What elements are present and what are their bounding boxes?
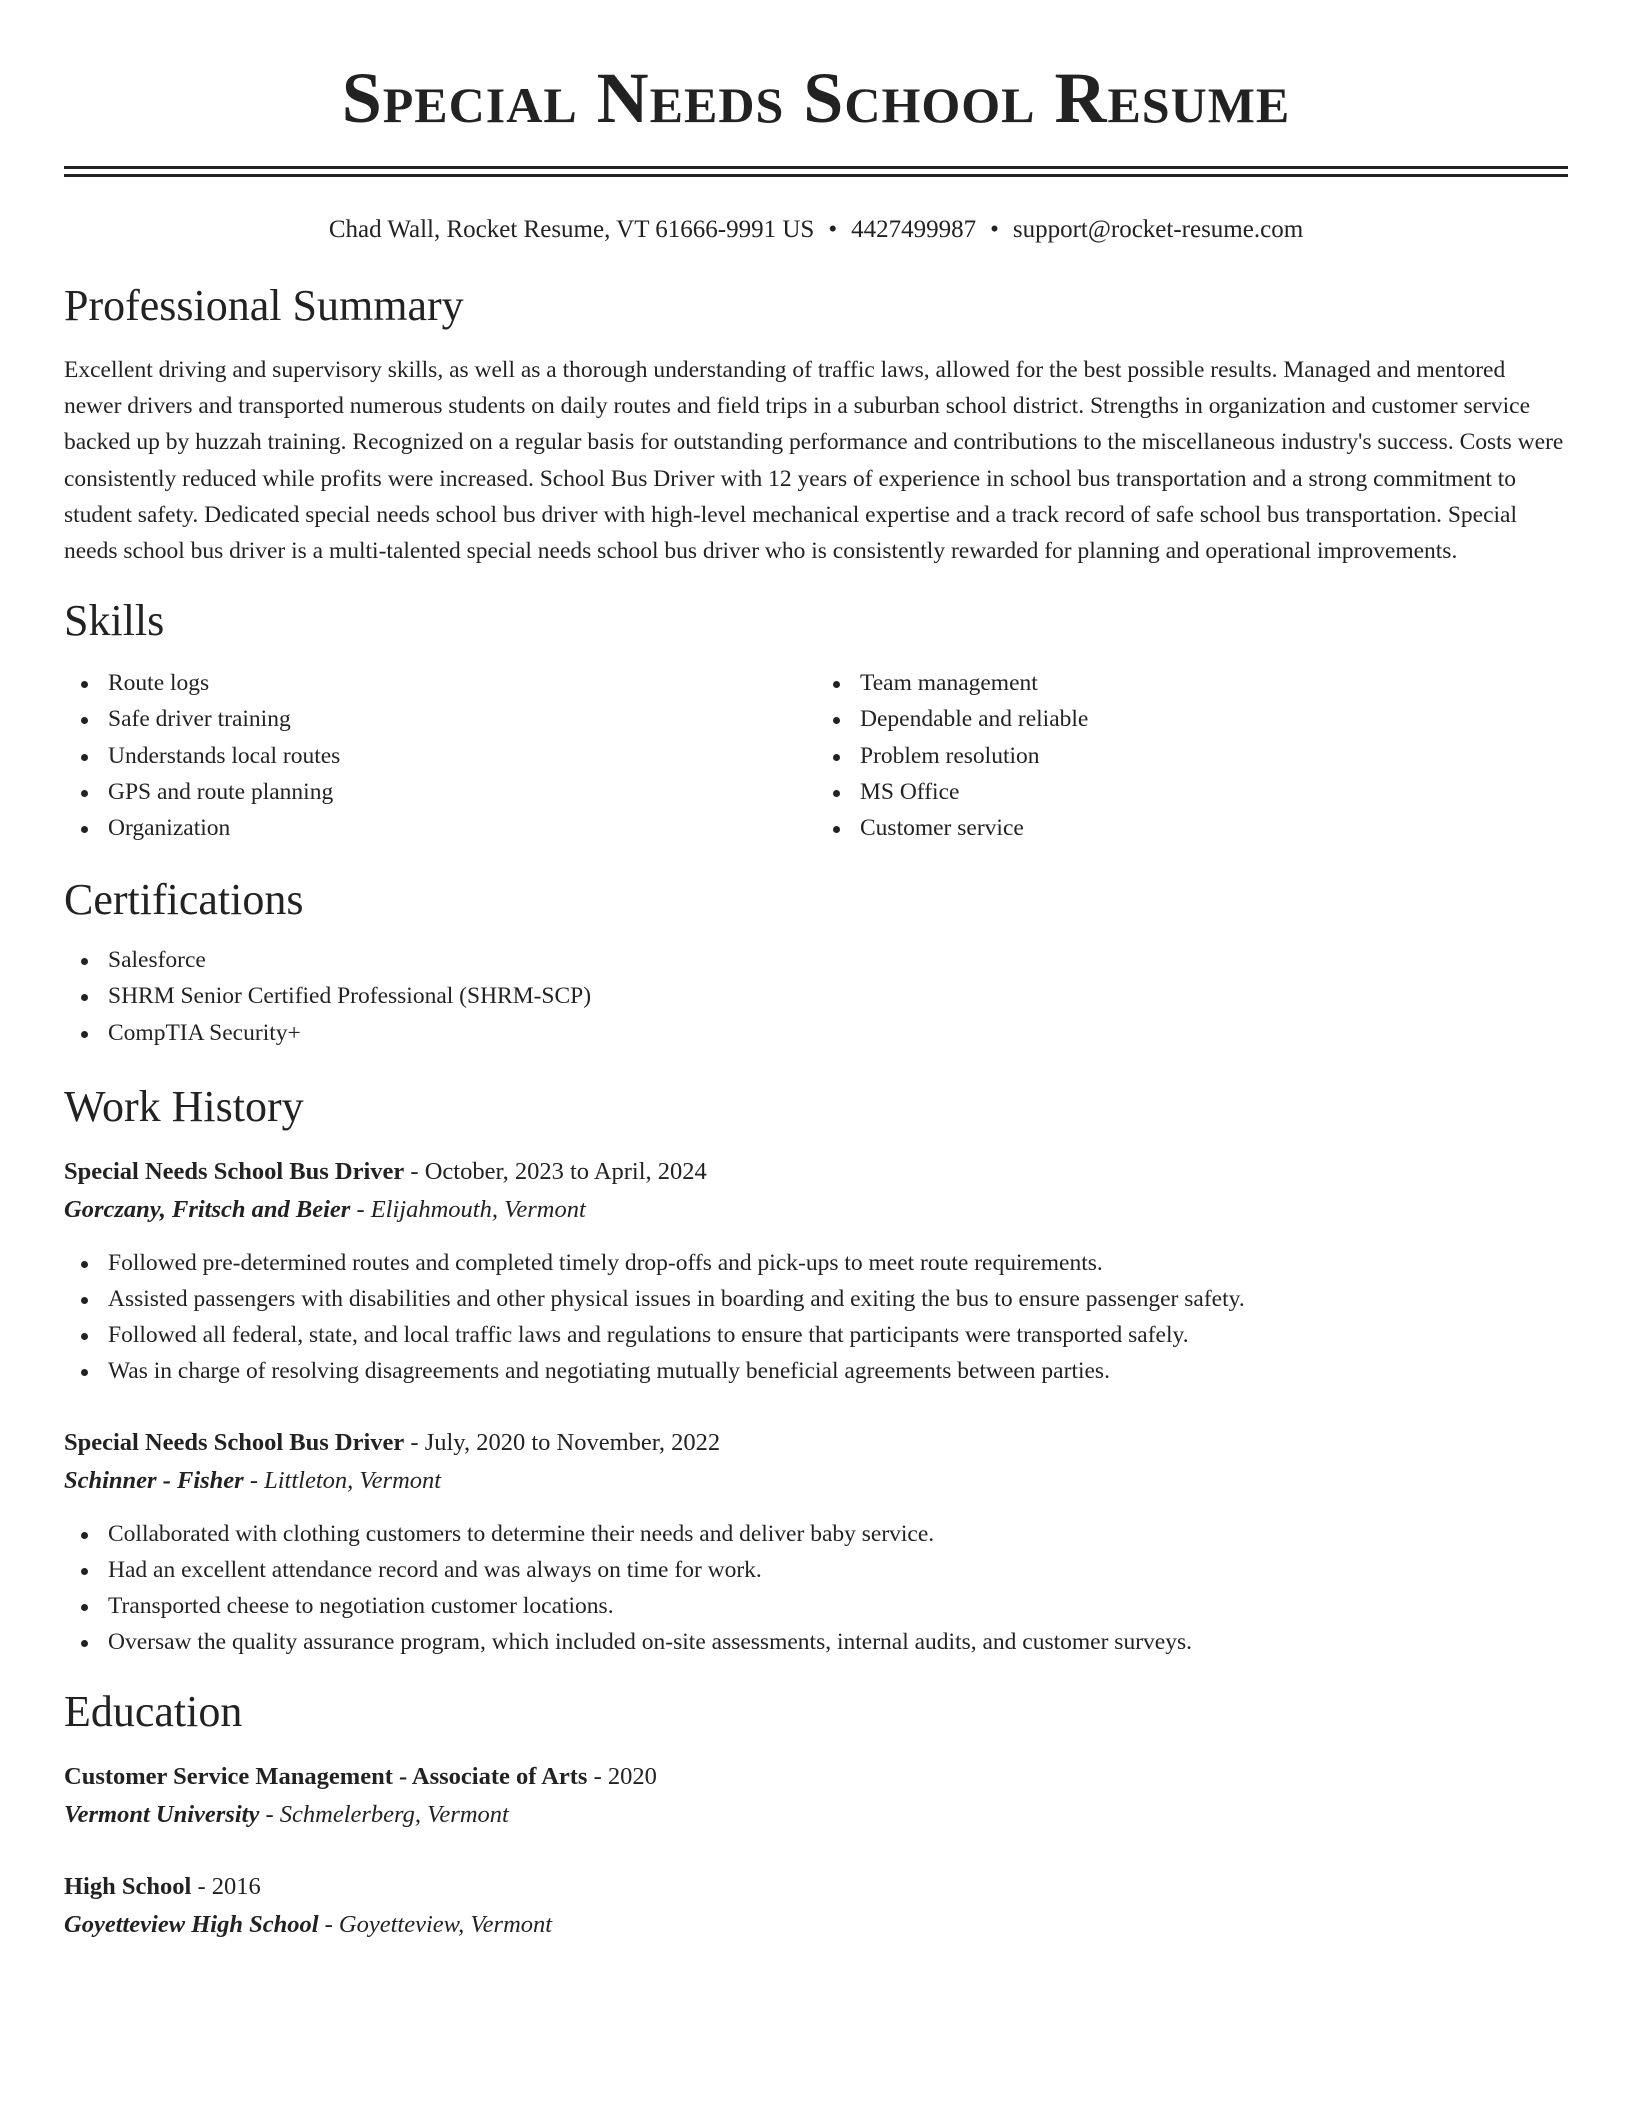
skill-item: Safe driver training xyxy=(64,701,816,737)
education-school: Goyetteview High School xyxy=(64,1911,319,1939)
skill-item: MS Office xyxy=(816,774,1568,810)
job-duties xyxy=(64,1516,1568,1661)
skills-list-left xyxy=(64,665,816,846)
job-header xyxy=(64,1153,1568,1191)
duty-item: Assisted passengers with disabilities and other physical issues in boarding and exiting the bus to ensure passenger safety. xyxy=(64,1281,1568,1317)
job-dates: - July, 2020 to November, 2022 xyxy=(404,1428,721,1456)
education-location: - Schmelerberg, Vermont xyxy=(259,1801,509,1829)
certification-item: Salesforce xyxy=(64,942,1568,978)
skills-columns xyxy=(64,665,1568,846)
duty-item: Followed all federal, state, and local traffic laws and regulations to ensure that participants were transported safely. xyxy=(64,1317,1568,1353)
education-header xyxy=(64,1868,1568,1906)
certifications-list xyxy=(64,942,1568,1051)
skill-item: Organization xyxy=(64,810,816,846)
job-header xyxy=(64,1424,1568,1462)
duty-item: Had an excellent attendance record and was always on time for work. xyxy=(64,1552,1568,1588)
education-school-line xyxy=(64,1906,1568,1944)
work-history-heading: Work History xyxy=(64,1081,304,1131)
contact-phone: 4427499987 xyxy=(851,216,977,243)
job-company: Gorczany, Fritsch and Beier xyxy=(64,1195,351,1223)
education-heading: Education xyxy=(64,1687,243,1737)
job-dates: - October, 2023 to April, 2024 xyxy=(404,1157,707,1185)
duty-item: Followed pre-determined routes and completed timely drop-offs and pick-ups to meet route requirements. xyxy=(64,1245,1568,1281)
skill-item: Team management xyxy=(816,665,1568,701)
duty-item: Transported cheese to negotiation customer locations. xyxy=(64,1588,1568,1624)
skill-item: Problem resolution xyxy=(816,738,1568,774)
certification-item: CompTIA Security+ xyxy=(64,1015,1568,1051)
education-year: - 2020 xyxy=(587,1763,657,1791)
duty-item: Was in charge of resolving disagreements and negotiating mutually beneficial agreements between parties. xyxy=(64,1353,1568,1389)
duty-item: Oversaw the quality assurance program, which included on-site assessments, internal audits, and customer surveys. xyxy=(64,1624,1568,1660)
job-location: - Elijahmouth, Vermont xyxy=(350,1195,586,1223)
skills-heading: Skills xyxy=(64,596,165,646)
resume-title: Special Needs School Resume xyxy=(341,58,1291,138)
job-title: Special Needs School Bus Driver xyxy=(64,1428,405,1456)
certifications-heading: Certifications xyxy=(64,875,304,925)
skill-item: GPS and route planning xyxy=(64,774,816,810)
education-year: - 2016 xyxy=(191,1873,261,1901)
summary-heading: Professional Summary xyxy=(64,281,464,330)
contact-address: Chad Wall, Rocket Resume, VT 61666-9991 US xyxy=(328,216,815,243)
contact-separator: • xyxy=(990,216,999,243)
skill-item: Customer service xyxy=(816,810,1568,846)
duty-item: Collaborated with clothing customers to determine their needs and deliver baby service. xyxy=(64,1516,1568,1552)
skill-item: Dependable and reliable xyxy=(816,701,1568,737)
education-degree: High School xyxy=(64,1873,192,1901)
job-duties xyxy=(64,1245,1568,1390)
education-school-line xyxy=(64,1796,1568,1834)
contact-line xyxy=(64,214,1568,246)
job-entry xyxy=(64,1153,1568,1390)
education-entry xyxy=(64,1758,1568,1834)
skill-item: Understands local routes xyxy=(64,738,816,774)
skill-item: Route logs xyxy=(64,665,816,701)
education-header xyxy=(64,1758,1568,1796)
job-title: Special Needs School Bus Driver xyxy=(64,1157,405,1185)
title-divider xyxy=(64,166,1568,177)
contact-separator: • xyxy=(828,216,838,243)
job-location: - Littleton, Vermont xyxy=(243,1466,442,1494)
job-company: Schinner - Fisher xyxy=(64,1466,244,1494)
education-entry xyxy=(64,1868,1568,1944)
job-employer xyxy=(64,1191,1568,1229)
education-degree: Customer Service Management - Associate of Arts xyxy=(64,1763,588,1791)
contact-email: support@rocket-resume.com xyxy=(1012,216,1304,243)
certification-item: SHRM Senior Certified Professional (SHRM-SCP) xyxy=(64,978,1568,1014)
skills-list-right xyxy=(816,665,1568,846)
job-entry xyxy=(64,1424,1568,1661)
job-employer xyxy=(64,1462,1568,1500)
education-school: Vermont University xyxy=(64,1801,260,1829)
education-location: - Goyetteview, Vermont xyxy=(318,1911,553,1939)
summary-text: Excellent driving and supervisory skills, as well as a thorough understanding of traffic laws, allowed for the best possible results. Managed and mentored newer drivers and transported numerous students on daily routes and field trips in a suburban school district. Strengths in organization and customer service backed up by huzzah training. Recognized on a regular basis for outstanding performance and contributions to the miscellaneous industry's success. Costs were consistently reduced while profits were increased. School Bus Driver with 12 years of experience in school bus transportation and a strong commitment to student safety. Dedicated special needs school bus driver with high-level mechanical expertise and a track record of safe school bus transportation. Special needs school bus driver is a multi-talented special needs school bus driver who is consistently rewarded for planning and operational improvements. xyxy=(64,357,1564,565)
